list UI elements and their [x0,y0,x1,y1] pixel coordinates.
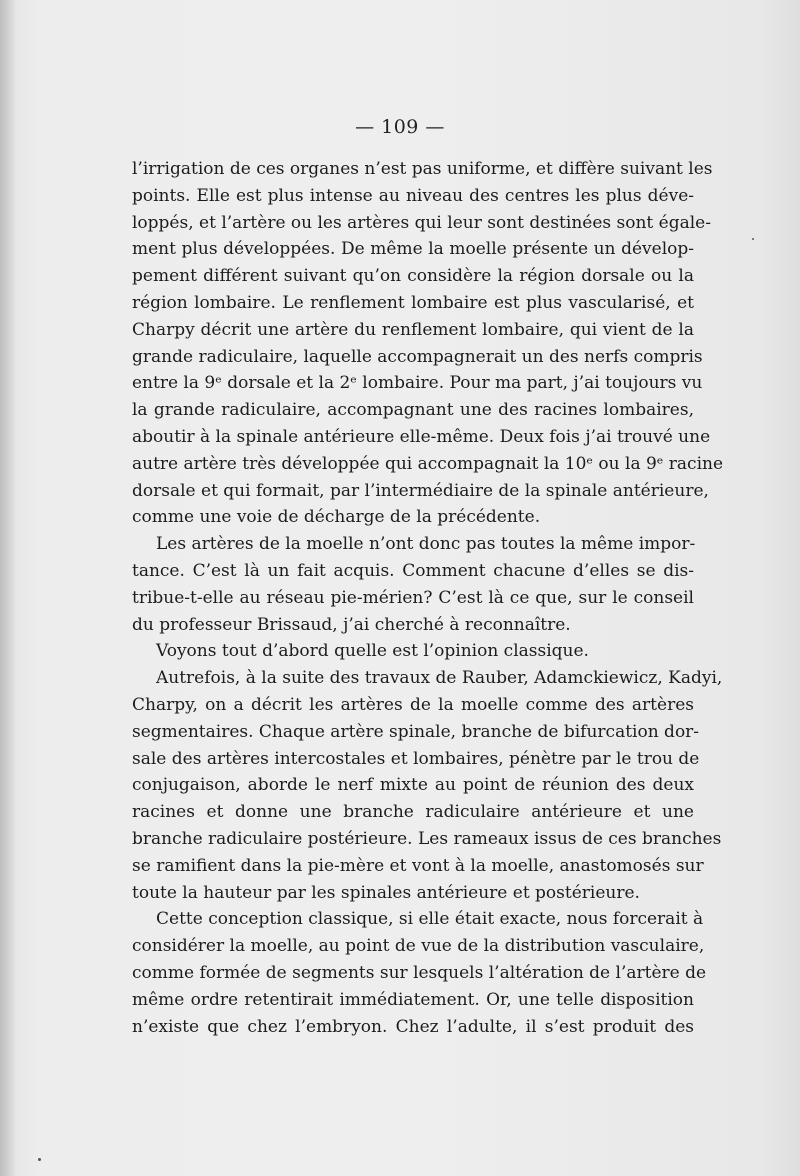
text-line: grande radiculaire, laquelle accompagnerait un des nerfs compris [132,346,703,367]
text-line: Charpy, on a décrit les artères de la moelle comme des artères [132,694,694,715]
text-line: se ramifient dans la pie-mère et vont à la moelle, anastomosés sur [132,855,704,876]
text-line: branche radiculaire postérieure. Les rameaux issus de ces branches [132,828,722,849]
text-line: sale des artères intercostales et lombaires, pénètre par le trou de [132,748,700,769]
text-line: du professeur Brissaud, j’ai cherché à reconnaître. [132,614,571,635]
text-line: Cette conception classique, si elle était exacte, nous forcerait à [156,909,704,930]
text-line: segmentaires. Chaque artère spinale, branche de bifurcation dor- [132,721,700,742]
text-line: région lombaire. Le renflement lombaire est plus vascularisé, et [132,292,694,313]
text-line: même ordre retentirait immédiatement. Or, une telle disposition [132,989,694,1010]
paragraph [132,638,694,665]
text-line: comme une voie de décharge de la précédente. [132,507,541,528]
text-line: conjugaison, aborde le nerf mixte au point de réunion des deux [132,775,694,796]
text-line: loppés, et l’artère ou les artères qui leur sont destinées sont égale- [132,212,711,233]
text-line: toute la hauteur par les spinales antérieure et postérieure. [132,882,640,903]
text-line: aboutir à la spinale antérieure elle-même. Deux fois j’ai trouvé une [132,426,711,447]
text-line: Charpy décrit une artère du renflement lombaire, qui vient de la [132,319,694,340]
text-line: points. Elle est plus intense au niveau des centres les plus déve- [132,185,694,206]
text-line: pement différent suivant qu’on considère la région dorsale ou la [132,266,694,287]
print-speck [752,238,754,240]
text-line: racines et donne une branche radiculaire antérieure et une [132,802,694,823]
paragraph [132,906,707,1040]
text-line: tance. C’est là un fait acquis. Comment chacune d’elles se dis- [132,560,694,581]
text-line: ment plus développées. De même la moelle présente un dévelop- [132,239,694,260]
text-line: l’irrigation de ces organes n’est pas uniforme, et diffère suivant les [132,159,713,179]
page-number: — 109 — [355,116,445,138]
text-line: Voyons tout d’abord quelle est l’opinion classique. [156,641,589,662]
text-line: la grande radiculaire, accompagnant une des racines lombaires, [132,400,694,421]
text-line: Autrefois, à la suite des travaux de Rauber, Adamckiewicz, Kadyi, [156,668,723,689]
text-line: dorsale et qui formait, par l’intermédiaire de la spinale antérieure, [132,480,709,501]
binding-shadow [0,0,16,1176]
paragraph [132,531,694,638]
text-line: tribue-t-elle au réseau pie-mérien? C’est là ce que, sur le conseil [132,587,694,608]
text-line: Les artères de la moelle n’ont donc pas toutes la même impor- [156,534,696,555]
text-line: comme formée de segments sur lesquels l’altération de l’artère de [132,962,707,983]
paragraph [132,665,723,906]
body-text [132,156,724,1040]
text-line: autre artère très développée qui accompagnait la 10ᵉ ou la 9ᵉ racine [132,453,724,474]
text-line: entre la 9ᵉ dorsale et la 2ᵉ lombaire. Pour ma part, j’ai toujours vu [132,373,703,394]
print-speck [38,1158,41,1161]
text-line: n’existe que chez l’embryon. Chez l’adulte, il s’est produit des [132,1016,694,1037]
paragraph [132,156,724,531]
text-line: considérer la moelle, au point de vue de la distribution vasculaire, [132,936,705,957]
